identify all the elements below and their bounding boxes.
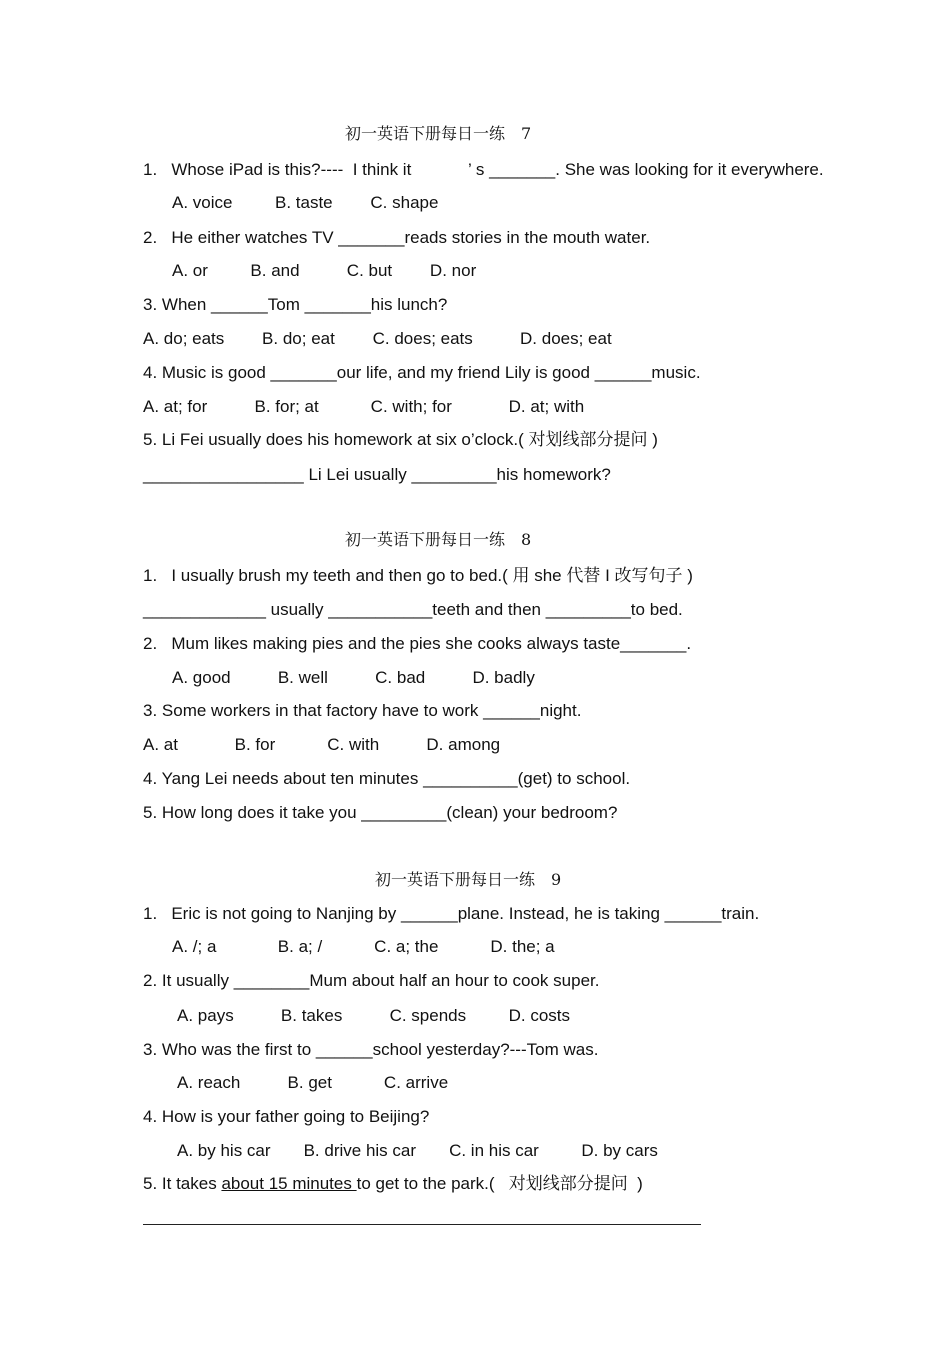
question-line: 2. He either watches TV _______reads stories in the mouth water. xyxy=(143,228,651,247)
question-line: 2. Mum likes making pies and the pies she cooks always taste_______. xyxy=(143,634,692,653)
question-line: 1. Eric is not going to Nanjing by ______plane. Instead, he is taking ______train. xyxy=(143,904,760,923)
answer-options: A. do; eats B. do; eat C. does; eats D. does; eat xyxy=(143,329,612,348)
question-line: 3. When ______Tom _______his lunch? xyxy=(143,295,448,314)
answer-options: A. voice B. taste C. shape xyxy=(172,193,439,212)
answer-line: _________________ Li Lei usually _________his homework? xyxy=(143,465,611,484)
question-line: 4. How is your father going to Beijing? xyxy=(143,1107,430,1126)
underlined-phrase: about 15 minutes xyxy=(221,1174,357,1193)
question-line: 4. Yang Lei needs about ten minutes __________(get) to school. xyxy=(143,769,631,788)
answer-options: A. or B. and C. but D. nor xyxy=(172,261,477,280)
question-line xyxy=(143,1174,643,1194)
question-line: 3. Who was the first to ______school yesterday?---Tom was. xyxy=(143,1040,599,1059)
question-line: 5. Li Fei usually does his homework at six o’clock.( 对划线部分提问 ) xyxy=(143,430,658,449)
question-line: 5. How long does it take you _________(clean) your bedroom? xyxy=(143,803,618,822)
answer-options: A. /; a B. a; / C. a; the D. the; a xyxy=(172,937,555,956)
question-line: 3. Some workers in that factory have to work ______night. xyxy=(143,701,582,720)
answer-options: A. at B. for C. with D. among xyxy=(143,735,501,754)
question-text: 5. It takes xyxy=(143,1174,222,1193)
question-line: 4. Music is good _______our life, and my friend Lily is good ______music. xyxy=(143,363,701,382)
question-text: to get to the park.( 对划线部分提问 ) xyxy=(356,1174,643,1193)
section-title-9: 初一英语下册每日一练 9 xyxy=(375,870,562,889)
answer-options: A. good B. well C. bad D. badly xyxy=(172,668,535,687)
section-title-7: 初一英语下册每日一练 7 xyxy=(345,124,532,143)
answer-rule xyxy=(143,1224,701,1225)
question-line: 1. I usually brush my teeth and then go to bed.( 用 she 代替 I 改写句子 ) xyxy=(143,566,693,585)
answer-options: A. reach B. get C. arrive xyxy=(177,1073,449,1092)
question-line: 1. Whose iPad is this?---- I think it ’ s _______. She was looking for it everywhere. xyxy=(143,160,824,179)
section-title-8: 初一英语下册每日一练 8 xyxy=(345,530,532,549)
question-line: 2. It usually ________Mum about half an hour to cook super. xyxy=(143,971,600,990)
answer-options: A. at; for B. for; at C. with; for D. at; with xyxy=(143,397,585,416)
answer-line: _____________ usually ___________teeth and then _________to bed. xyxy=(143,600,683,619)
answer-options: A. pays B. takes C. spends D. costs xyxy=(177,1006,571,1025)
answer-options: A. by his car B. drive his car C. in his car D. by cars xyxy=(177,1141,658,1160)
